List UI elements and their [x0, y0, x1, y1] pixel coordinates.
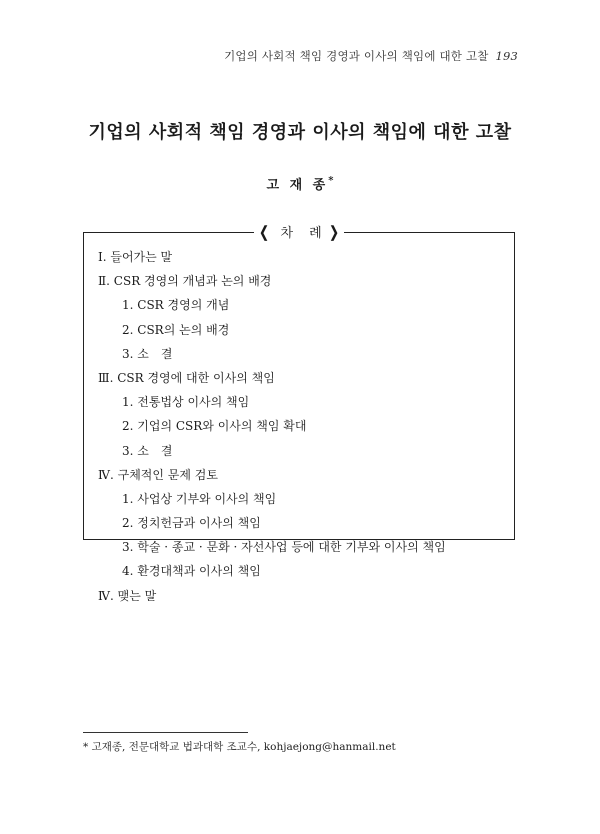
- left-angle-bracket-icon: ❬: [257, 223, 271, 241]
- toc-subsection: 2. CSR의 논의 배경: [122, 322, 230, 337]
- table-of-contents: [83, 223, 515, 603]
- toc-section: Ⅲ. CSR 경영에 대한 이사의 책임: [98, 370, 275, 385]
- right-angle-bracket-icon: ❭: [327, 223, 341, 241]
- running-header: [224, 48, 518, 64]
- toc-subsection: 3. 학술 · 종교 · 문화 · 자선사업 등에 대한 기부와 이사의 책임: [122, 540, 446, 555]
- author: [0, 174, 600, 193]
- footnote: * 고재종, 전문대학교 법과대학 조교수, kohjaejong@hanmail.net: [83, 741, 396, 753]
- paper-title: 기업의 사회적 책임 경영과 이사의 책임에 대한 고찰: [88, 122, 512, 143]
- author-footnote-mark: *: [328, 175, 334, 187]
- toc-heading: [84, 222, 514, 244]
- toc-section: Ⅳ. 맺는 말: [98, 588, 157, 603]
- toc-subsection: 2. 기업의 CSR와 이사의 책임 확대: [122, 419, 307, 434]
- toc-subsection: 2. 정치헌금과 이사의 책임: [122, 516, 261, 531]
- toc-subsection: 4. 환경대책과 이사의 책임: [122, 564, 261, 579]
- toc-subsection: 3. 소 결: [122, 346, 173, 361]
- toc-section: Ⅳ. 구체적인 문제 검토: [98, 467, 218, 482]
- toc-section: Ⅱ. CSR 경영의 개념과 논의 배경: [98, 274, 272, 289]
- toc-heading-label: 차 례: [280, 226, 328, 241]
- author-name: 고 재 종: [266, 178, 329, 193]
- toc-section: Ⅰ. 들어가는 말: [98, 250, 173, 264]
- toc-subsection: 1. 사업상 기부와 이사의 책임: [122, 491, 277, 506]
- running-header-title: 기업의 사회적 책임 경영과 이사의 책임에 대한 고찰: [224, 49, 489, 63]
- toc-list: [84, 245, 514, 608]
- footnote-divider: [83, 732, 248, 733]
- toc-subsection: 1. 전통법상 이사의 책임: [122, 395, 250, 410]
- page-number: 193: [495, 49, 518, 63]
- toc-subsection: 3. 소 결: [122, 443, 173, 458]
- toc-subsection: 1. CSR 경영의 개념: [122, 298, 230, 313]
